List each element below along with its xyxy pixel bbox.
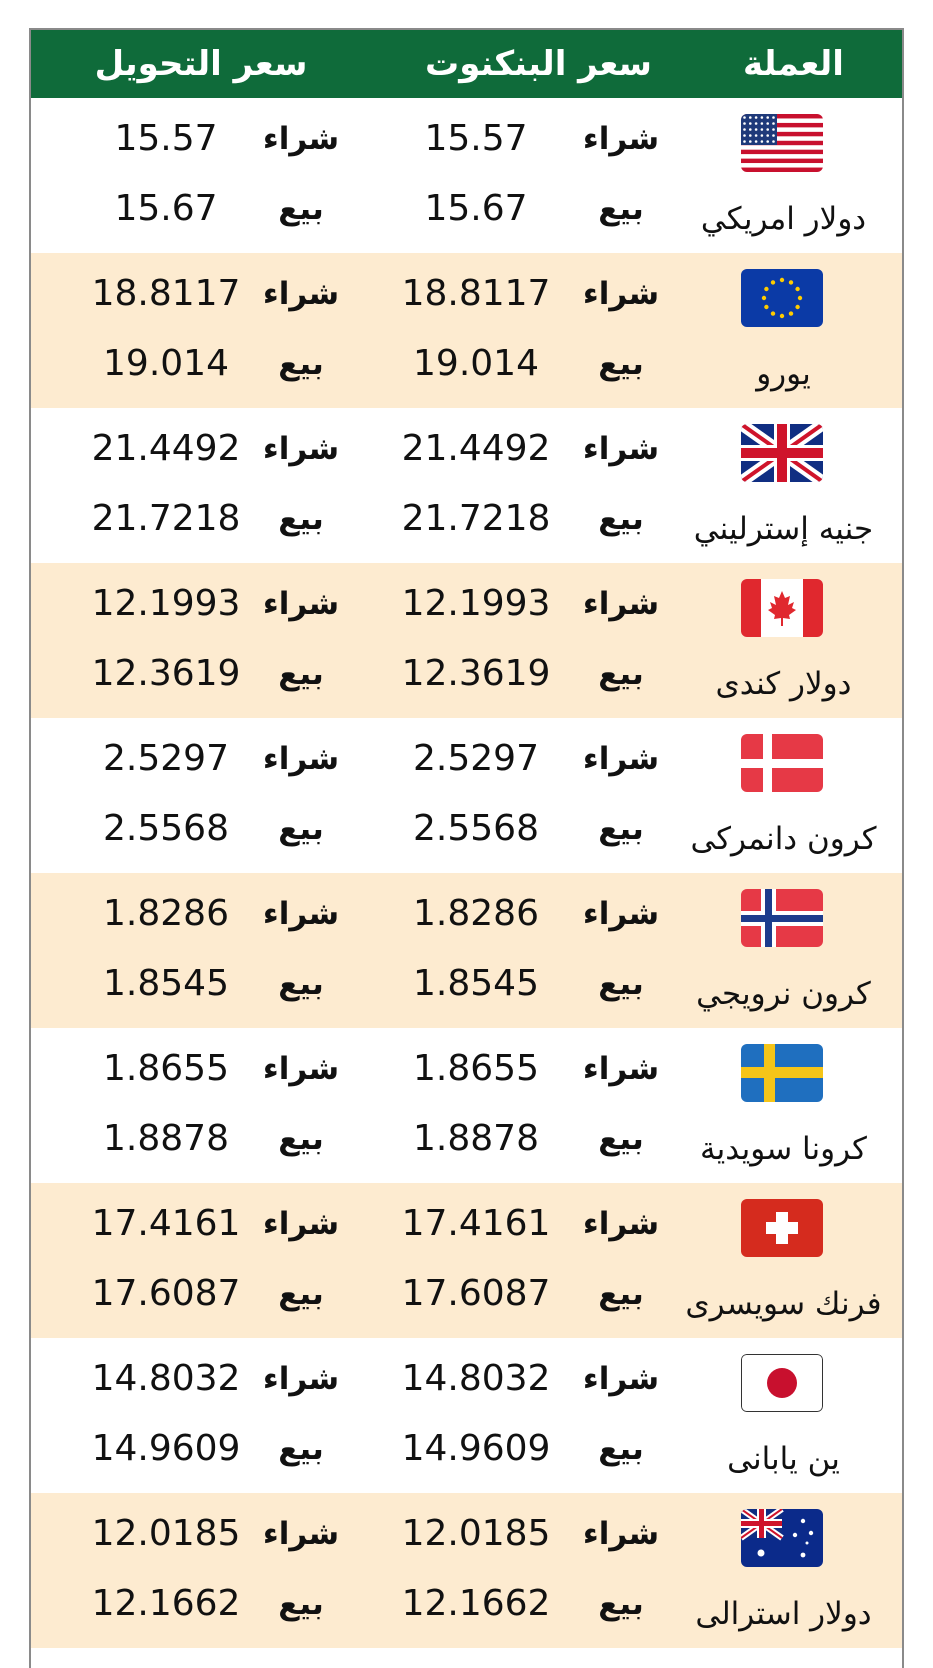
banknote-buy-value: 14.8032 [401,1358,551,1399]
banknote-sell-value: 12.3619 [401,653,551,694]
transfer-buy-value: 14.8032 [91,1358,241,1399]
banknote-buy-value: 12.0185 [401,1513,551,1554]
banknote-sell-value: 14.9609 [401,1428,551,1469]
transfer-buy-label: شراء [262,1051,340,1087]
transfer-sell-label: بيع [278,656,324,692]
transfer-sell-label: بيع [278,191,324,227]
transfer-sell-value: 12.1662 [91,1583,241,1624]
norway-flag-icon [741,889,823,947]
banknote-buy-value: 15.57 [424,118,528,159]
banknote-sell-value: 1.8545 [413,963,539,1004]
banknote-sell-value: 19.014 [413,343,539,384]
banknote-buy-label: شراء [582,586,660,622]
banknote-buy-label: شراء [582,896,660,932]
currency-name: ين يابانى [727,1441,840,1477]
transfer-buy-label: شراء [262,1516,340,1552]
banknote-sell-value: 21.7218 [401,498,551,539]
currency-row [31,1338,902,1493]
currency-name: دولار كندى [715,666,852,702]
banknote-sell-label: بيع [598,1276,644,1312]
currency-row [31,253,902,408]
currency-row [31,1183,902,1338]
us-flag-icon [741,114,823,172]
currency-name: كرون دانمركى [690,821,877,857]
transfer-buy-value: 18.8117 [91,273,241,314]
transfer-sell-value: 17.6087 [91,1273,241,1314]
banknote-buy-value: 18.8117 [401,273,551,314]
currency-name: دولار امريكي [700,201,867,237]
header-banknote-rate: سعر البنكنوت [425,44,652,84]
currency-row [31,408,902,563]
banknote-buy-value: 1.8655 [413,1048,539,1089]
australia-flag-icon [741,1509,823,1567]
denmark-flag-icon [741,734,823,792]
transfer-buy-value: 12.0185 [91,1513,241,1554]
transfer-sell-label: بيع [278,966,324,1002]
transfer-buy-label: شراء [262,121,340,157]
banknote-buy-label: شراء [582,1206,660,1242]
transfer-buy-value: 17.4161 [91,1203,241,1244]
transfer-buy-value: 1.8655 [103,1048,229,1089]
transfer-sell-label: بيع [278,1121,324,1157]
transfer-sell-label: بيع [278,501,324,537]
banknote-sell-label: بيع [598,811,644,847]
currency-row [31,1493,902,1648]
currency-name: كرون نرويجي [696,976,871,1012]
exchange-rates-table [29,28,904,1668]
transfer-buy-value: 21.4492 [91,428,241,469]
header-transfer-rate: سعر التحويل [94,44,308,84]
transfer-buy-value: 12.1993 [91,583,241,624]
banknote-sell-value: 17.6087 [401,1273,551,1314]
transfer-buy-label: شراء [262,1206,340,1242]
banknote-sell-value: 12.1662 [401,1583,551,1624]
banknote-sell-label: بيع [598,1121,644,1157]
banknote-buy-label: شراء [582,1516,660,1552]
banknote-buy-label: شراء [582,431,660,467]
banknote-buy-value: 21.4492 [401,428,551,469]
uk-flag-icon [741,424,823,482]
switzerland-flag-icon [741,1199,823,1257]
banknote-sell-label: بيع [598,966,644,1002]
header-currency: العملة [743,44,844,84]
transfer-sell-label: بيع [278,346,324,382]
transfer-buy-label: شراء [262,741,340,777]
transfer-buy-label: شراء [262,586,340,622]
banknote-sell-value: 15.67 [424,188,528,229]
banknote-sell-label: بيع [598,1431,644,1467]
transfer-buy-label: شراء [262,431,340,467]
banknote-sell-label: بيع [598,501,644,537]
transfer-buy-label: شراء [262,896,340,932]
banknote-buy-label: شراء [582,121,660,157]
currency-name: يورو [756,356,811,392]
banknote-buy-value: 2.5297 [413,738,539,779]
transfer-buy-value: 2.5297 [103,738,229,779]
banknote-sell-label: بيع [598,1586,644,1622]
transfer-sell-label: بيع [278,811,324,847]
banknote-sell-label: بيع [598,656,644,692]
transfer-sell-value: 12.3619 [91,653,241,694]
currency-row [31,1028,902,1183]
transfer-buy-label: شراء [262,276,340,312]
banknote-buy-value: 17.4161 [401,1203,551,1244]
transfer-sell-value: 1.8878 [103,1118,229,1159]
banknote-buy-value: 12.1993 [401,583,551,624]
transfer-buy-value: 15.57 [114,118,218,159]
banknote-sell-value: 1.8878 [413,1118,539,1159]
currency-name: جنيه إسترليني [693,511,874,547]
banknote-buy-value: 1.8286 [413,893,539,934]
transfer-sell-value: 21.7218 [91,498,241,539]
banknote-sell-label: بيع [598,191,644,227]
banknote-buy-label: شراء [582,1051,660,1087]
transfer-sell-label: بيع [278,1431,324,1467]
japan-flag-icon [741,1354,823,1412]
transfer-sell-value: 19.014 [103,343,229,384]
transfer-buy-label: شراء [262,1361,340,1397]
transfer-sell-value: 14.9609 [91,1428,241,1469]
currency-name: فرنك سويسرى [685,1286,882,1322]
sweden-flag-icon [741,1044,823,1102]
canada-flag-icon [741,579,823,637]
transfer-sell-value: 15.67 [114,188,218,229]
transfer-sell-value: 2.5568 [103,808,229,849]
transfer-sell-label: بيع [278,1586,324,1622]
banknote-buy-label: شراء [582,1361,660,1397]
currency-row [31,873,902,1028]
table-header [31,30,902,98]
currency-row [31,98,902,253]
currency-row [31,563,902,718]
currency-row [31,718,902,873]
transfer-buy-value: 1.8286 [103,893,229,934]
banknote-sell-label: بيع [598,346,644,382]
currency-name: دولار استرالى [695,1596,872,1632]
banknote-buy-label: شراء [582,741,660,777]
banknote-buy-label: شراء [582,276,660,312]
banknote-sell-value: 2.5568 [413,808,539,849]
transfer-sell-value: 1.8545 [103,963,229,1004]
transfer-sell-label: بيع [278,1276,324,1312]
currency-name: كرونا سويدية [700,1131,867,1167]
table-body [31,98,902,1648]
eu-flag-icon [741,269,823,327]
